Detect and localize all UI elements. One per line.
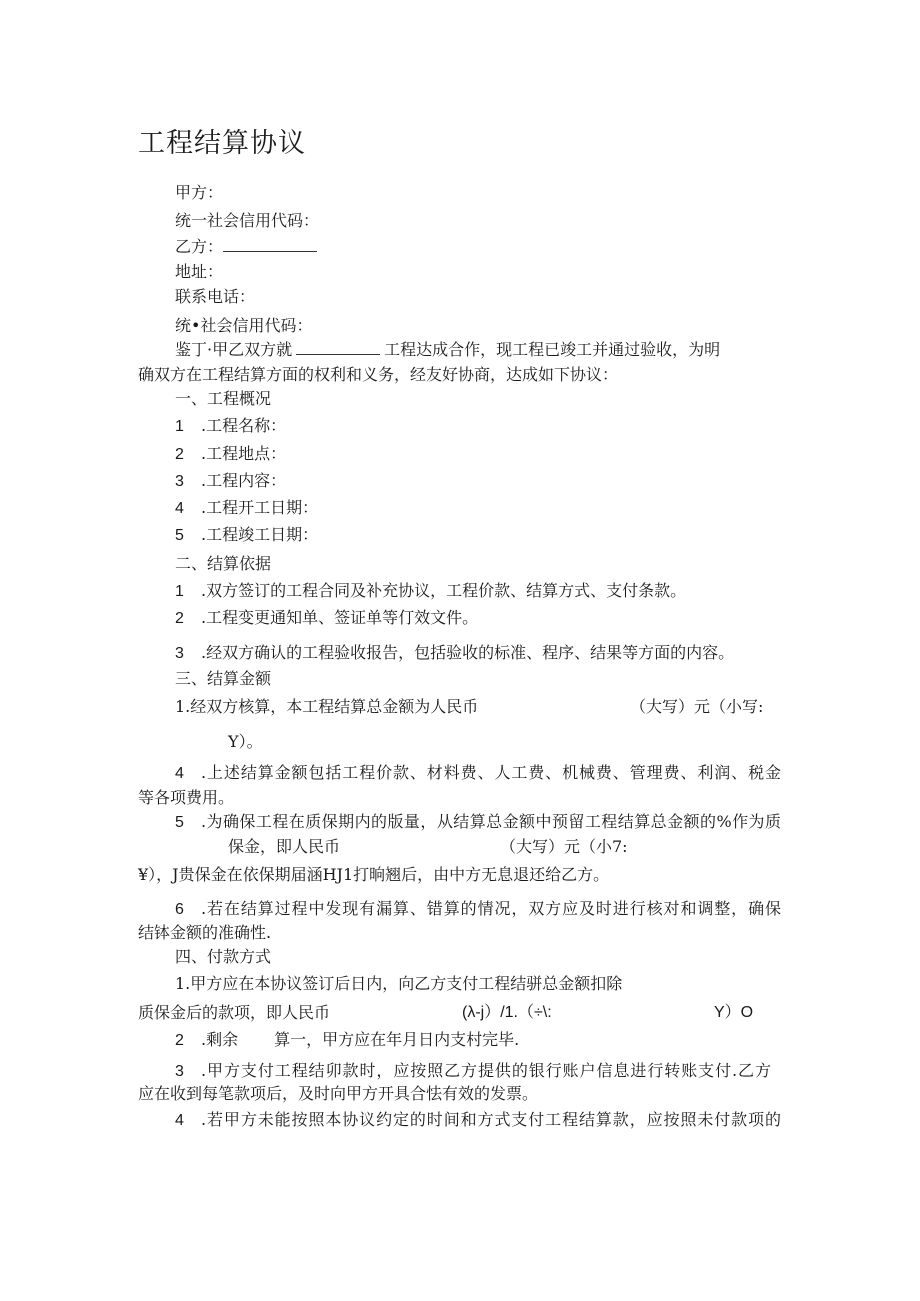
section-3-para-6-line-2: 结钵金额的准确性. <box>138 923 272 942</box>
item-text: .工程地点： <box>201 444 287 463</box>
section-4-para-2 <box>175 1030 519 1051</box>
section-4-para-3-line-1 <box>175 1061 771 1082</box>
section-3-para-5-line-1 <box>175 812 781 833</box>
item-number: 3 <box>175 1063 184 1080</box>
item-number: 1 <box>175 418 184 435</box>
party-a-label: 甲方： <box>175 183 224 202</box>
item-number: 3 <box>175 645 184 662</box>
item-number: 4 <box>175 1112 184 1129</box>
document-title: 工程结算协议 <box>138 128 306 159</box>
item-text: .经双方确认的工程验收报告，包括验收的标准、程序、结果等方面的内容。 <box>201 643 735 662</box>
section-1-item <box>175 444 286 465</box>
item-text: .双方签订的工程合同及补充协议，工程价款、结算方式、支付条款。 <box>201 581 687 600</box>
section-3-para-6-line-1 <box>175 899 781 920</box>
credit-code-label-1: 统一社会信用代码： <box>175 211 320 230</box>
section-2-item <box>175 608 478 629</box>
section-1-item <box>175 498 318 519</box>
party-b-line <box>175 237 317 257</box>
credit-code-label-2: 统•社会信用代码： <box>175 316 313 335</box>
para-text-b: 算一，甲方应在年月日内支村完毕. <box>274 1030 520 1049</box>
item-number: 5 <box>175 527 184 544</box>
intro-line-1 <box>175 340 720 360</box>
payment-lowercase-label: Y）O <box>714 1004 754 1021</box>
section-4-para-1-line-1: 1.甲方应在本协议签订后日内，向乙方支付工程结骈总金额扣除 <box>175 974 623 993</box>
item-text: .工程内容： <box>201 471 287 490</box>
intro-text-a: 鉴丁·甲乙双方就 <box>175 340 293 359</box>
item-number: 2 <box>175 610 184 627</box>
section-1-heading: 一、工程概况 <box>175 389 272 408</box>
item-text: .工程变更通知单、签证单等仃效文件。 <box>201 608 479 627</box>
project-name-blank <box>296 340 380 355</box>
para-text: .若甲方未能按照本协议约定的时间和方式支付工程结算款，应按照未付款项的 <box>201 1110 781 1129</box>
amount-lowercase-label: Y）。 <box>228 732 263 751</box>
item-text: .工程竣工日期： <box>201 525 319 544</box>
section-2-item <box>175 643 734 664</box>
item-number: 2 <box>175 446 184 463</box>
section-3-para-4-line-2: 等各项费用。 <box>138 788 235 807</box>
item-number: 1 <box>175 583 184 600</box>
section-1-item <box>175 471 286 492</box>
section-2-item <box>175 581 686 602</box>
phone-label: 联系电话： <box>175 287 256 306</box>
item-number: 4 <box>175 765 184 782</box>
para-text: .上述结算金额包括工程价款、材料费、人工费、机械费、管理费、利润、税金 <box>201 763 781 782</box>
address-label: 地址： <box>175 262 224 281</box>
item-text: .工程开工日期： <box>201 498 319 517</box>
para-text: .若在结算过程中发现有漏算、错算的情况，双方应及时进行核对和调整，确保 <box>201 899 781 918</box>
section-1-item <box>175 416 286 437</box>
warranty-capital-label: （大写）元（小7: <box>500 837 628 856</box>
intro-line-2: 确双方在工程结算方面的权利和义务，经友好协商，达成如下协议： <box>138 365 619 384</box>
item-number: 6 <box>175 901 184 918</box>
warranty-amount-label: 保金，即人民币 <box>228 837 341 856</box>
para-text-a: .剩余 <box>201 1030 239 1049</box>
section-3-heading: 三、结算金额 <box>175 669 272 688</box>
item-text: .工程名称： <box>201 416 287 435</box>
payment-capital-label: (λ-j）/1.（÷\: <box>462 1004 552 1021</box>
item-number: 3 <box>175 473 184 490</box>
section-3-para-4-line-1 <box>175 763 781 784</box>
party-b-blank <box>223 237 317 252</box>
amount-capital-label: （大写）元（小写: <box>630 697 764 716</box>
para-text: .甲方支付工程结卯款时，应按照乙方提供的银行账户信息进行转账支付.乙方 <box>201 1061 771 1080</box>
intro-text-b: 工程达成合作，现工程已竣工并通过验收，为明 <box>384 340 721 359</box>
section-1-item <box>175 525 318 546</box>
section-4-heading: 四、付款方式 <box>175 947 272 966</box>
section-4-para-4-line-1 <box>175 1110 781 1131</box>
section-3-para-5-line-3: ¥），J贵保金在依保期届涵HJ1打晌翘后，由中方无息退还给乙方。 <box>138 865 610 884</box>
section-4-para-3-line-2: 应在收到每笔款项后，及时向甲方开具合怯有效的发票。 <box>138 1084 539 1103</box>
payment-amount-label: 质保金后的款项，即人民币 <box>138 1003 331 1022</box>
item-number: 4 <box>175 500 184 517</box>
party-b-label: 乙方： <box>175 237 224 256</box>
item-number: 5 <box>175 814 184 831</box>
amount-total-text: 1.经双方核算，本工程结算总金额为人民币 <box>175 697 479 716</box>
para-text: .为确保工程在质保期内的版量，从结算总金额中预留工程结算总金额的%作为质 <box>201 812 781 831</box>
item-number: 2 <box>175 1032 184 1049</box>
section-2-heading: 二、结算依据 <box>175 554 272 573</box>
